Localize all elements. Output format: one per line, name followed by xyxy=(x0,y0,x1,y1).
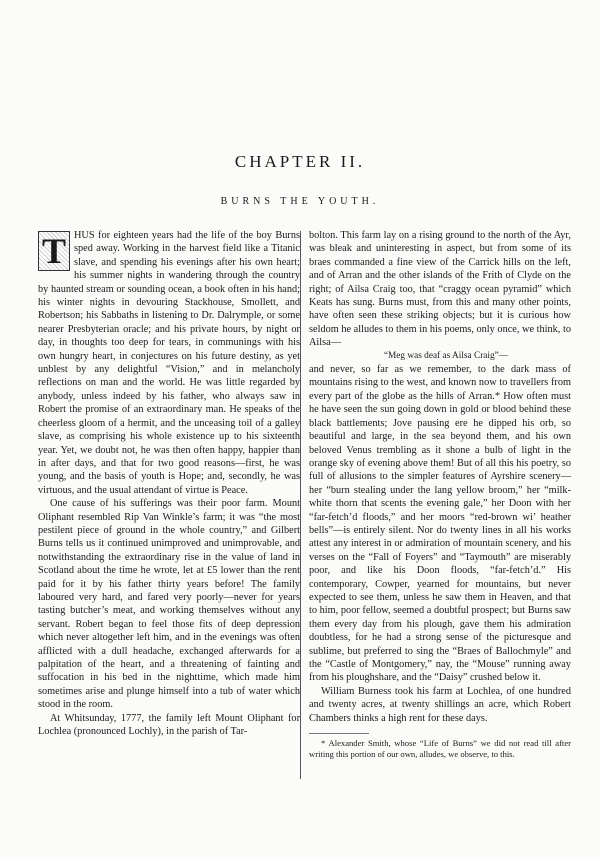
paragraph-2: One cause of his sufferings was their poor farm. Mount Oliphant resembled Rip Van Winkle’s farm; it was “the most pestilent piece of ground in the whole country,” and Gilbert Burns tells us it continued unimproved and unimprovable, and notwithstanding the extraordinary rise in the value of land in Scotland about the time he wrote, let at £5 lower than the rent paid for it by his father thirty years before! The family laboured very hard, and fared very poorly—never for years tasting butcher’s meat, and working themselves without any servant. Robert began to feel those fits of deep depression which never altogether left him, and in the evenings was often afflicted with a dull headache, exchanged afterwards for a palpitation of the heart, and a threatening of fainting and suffocation in his bed in the nighttime, which made him sometimes arise and plunge himself into a tub of water which stood in the room. xyxy=(38,498,300,711)
left-column xyxy=(38,229,300,738)
chapter-subtitle: BURNS THE YOUTH. xyxy=(220,196,380,207)
footnote-divider xyxy=(309,733,369,734)
column-divider xyxy=(300,231,301,779)
dropcap-initial: T xyxy=(38,231,70,271)
chapter-heading: CHAPTER II. xyxy=(234,152,366,171)
footnote: * Alexander Smith, whose “Life of Burns” we did not read till after writing this portion of our own, alludes, we observe, to this. xyxy=(309,738,571,760)
paragraph-1 xyxy=(38,229,300,497)
paragraph-continued: bolton. This farm lay on a rising ground to the north of the Ayr, was bleak and uninteresting in aspect, but from some of its braes commanded a fine view of the Carrick hills on the left, and of Arran and the other islands of the Frith of Clyde on the right; of Ailsa Craig too, that “craggy ocean pyramid” which Keats has sung. Burns must, from this and many other points, have often seen these striking objects; but it is curious how seldom he alludes to them in his poems, only once, we think, to Ailsa— xyxy=(309,230,571,349)
verse-quote: “Meg was deaf as Ailsa Craig”— xyxy=(383,350,509,361)
right-column xyxy=(309,229,571,760)
paragraph-3: At Whitsunday, 1777, the family left Mount Oliphant for Lochlea (pronounced Lochly), in the parish of Tar- xyxy=(38,712,300,738)
paragraph-mountains: and never, so far as we remember, to the dark mass of mountains rising to the west, and known now to travellers from every part of the globe as the hills of Arran.* How often must he have seen the sun going down in gold or blood behind these black battlements; Jove pausing ere he dipped his orb, so beautiful and large, in the sea beyond them, and his own beloved Venus trembling as it shone a bulb of light in the orange sky of evening above them! But of all this his poetry, so full of allusions to the simpler features of Ayrshire scenery—her “burn stealing under the lang yellow broom,” her “milk-white thorn that scents the evening gale,” her Doon with her “far-fetch’d floods,” and her moors “red-brown wi’ heather bells”—is entirely silent. Nor do twenty lines in all his works attest any interest in or admiration of mountain scenery, and his verses on the “Fall of Foyers” and “Taymouth” are miserably poor, and like his Doon floods, “far-fetch’d.” His contemporary, Cowper, yearned for mountains, but never expected to see them, unless he saw them in Heaven, and that to him, poor fellow, seemed a doubtful prospect; but Burns saw them every day from his plough, gave them his admiration doubtless, for he had a strong sense of the picturesque and sublime, but preferred to sing the “Braes of Ballochmyle” and the “Castle of Montgomery,” nay, the “Mouse” running away from his ploughshare, and the “Daisy” crushed below it. xyxy=(309,364,571,684)
paragraph-lochlea: William Burness took his farm at Lochlea, of one hundred and twenty acres, at twenty shillings an acre, which Robert Chambers thinks a high rent for these days. xyxy=(309,685,571,724)
paragraph-1-text: HUS for eighteen years had the life of the boy Burns sped away. Working in the harvest field like a Titanic slave, and spending his evenings after his own heart; his summer nights in wandering through the country by haunted stream or sounding ocean, a book often in his hand; his winter nights in devouring Stackhouse, Smollett, and Robertson; his Sabbaths in listening to Dr. Dalrymple, or some nearer Presbyterian oracle; and his private hours, by night or day, in thoughts too deep for tears, in communings with his own hungry heart, in conjectures on his future destiny, as yet unblest by any delightful “Vision,” and in melancholy reflections on man and the world. He was little regarded by anybody, unless indeed by his father, who always saw in Robert the promise of an extraordinary man. He speaks of the cheerless gloom of a hermit, and the unceasing toil of a galley slave, as comprising his whole existence up to his sixteenth year. Yet, we doubt not, he was then often happy, happier than in after days, and that for two good reasons—first, he was young, and the basis of youth is Hope; and, secondly, he was virtuous, and the usual attendant of virtue is Peace. xyxy=(38,230,300,496)
